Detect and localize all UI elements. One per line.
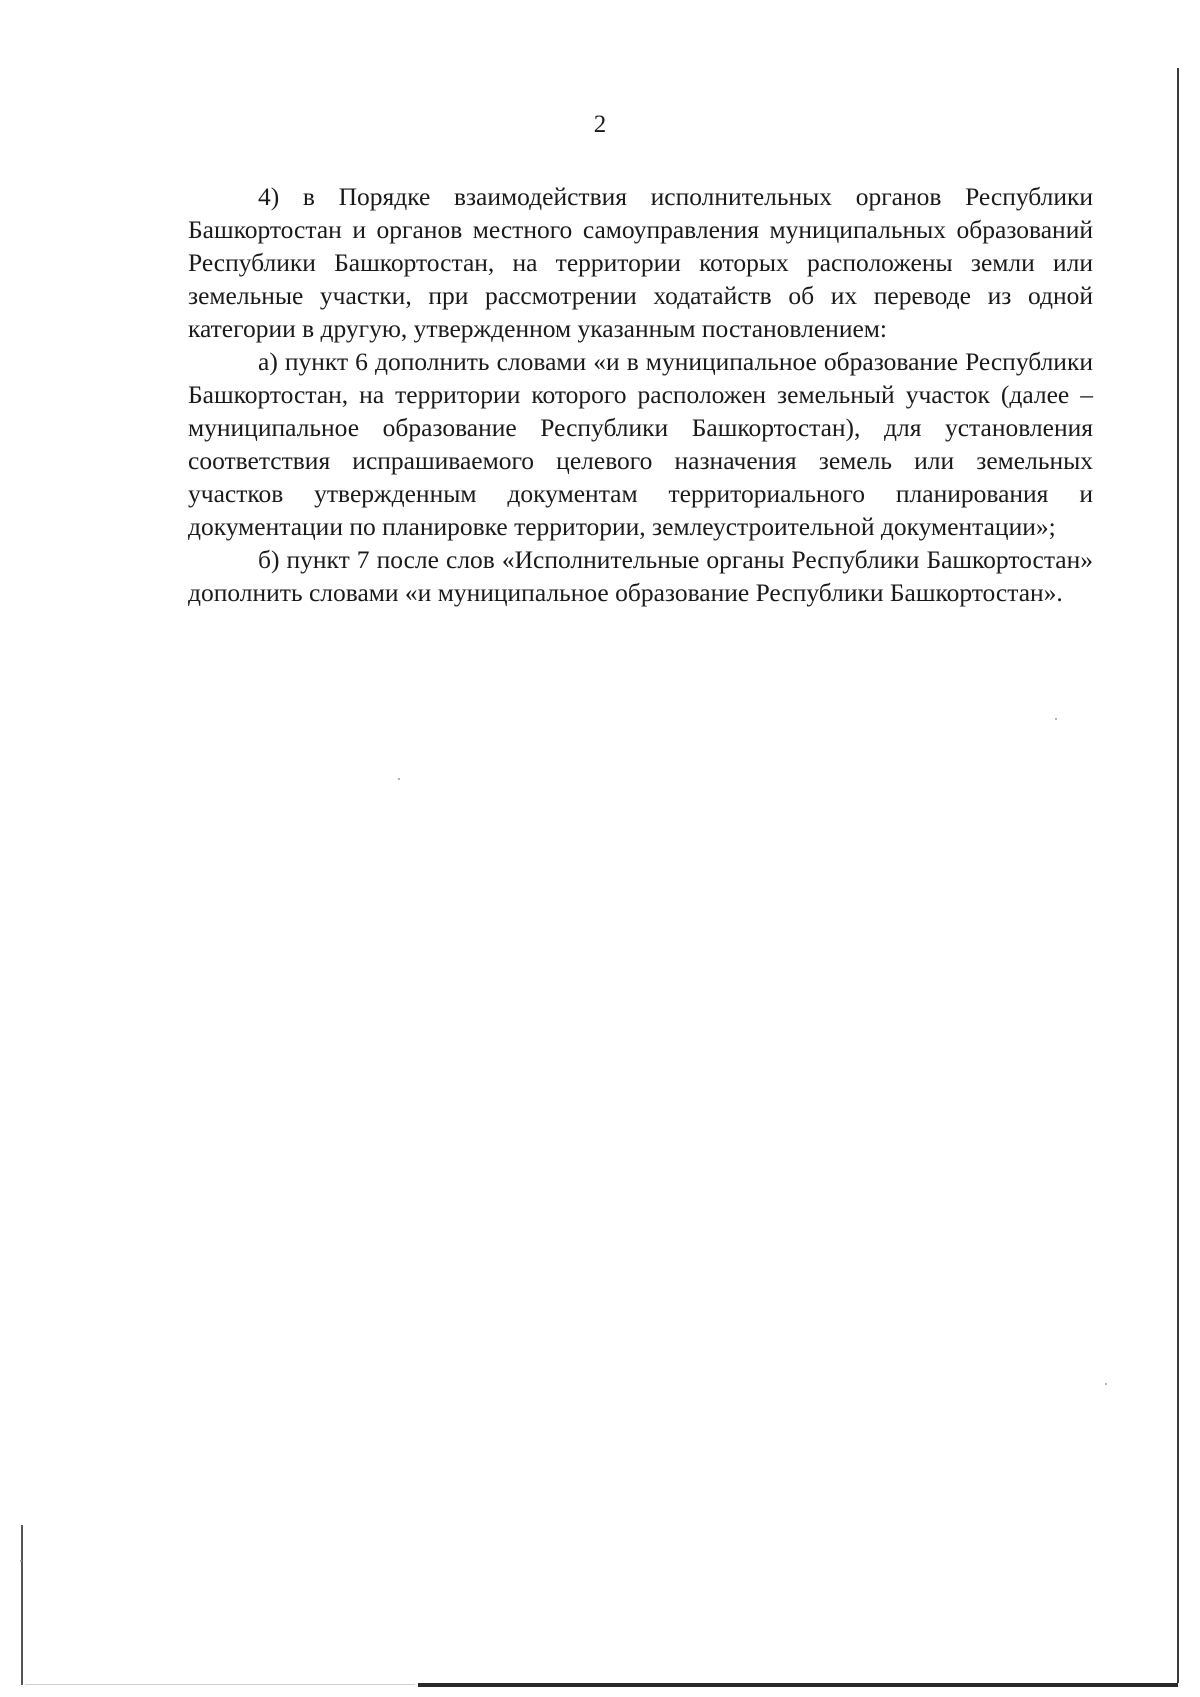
scan-speck (398, 778, 400, 780)
page-number: 2 (593, 111, 607, 138)
scan-border-bottom-faint (25, 1684, 415, 1685)
paragraph-item-4: 4) в Порядке взаимодействия исполнительных органов Республики Башкортостан и органов местного самоуправления муниципальных образований Республики Башкортостан, на территории которых расположены земли или земельные участки, при рассмотрении ходатайств об их переводе из одной категории в другую, утвержденном указанным постановлением: (188, 182, 1093, 343)
document-body (188, 180, 1093, 609)
scan-border-bottom (418, 1683, 1178, 1687)
scan-border-right (1177, 68, 1179, 1683)
scan-border-left (21, 1525, 23, 1685)
scan-speck (1105, 1383, 1107, 1385)
scan-speck (1055, 718, 1057, 720)
scan-speck (20, 1560, 22, 1562)
paragraph-subitem-b: б) пункт 7 после слов «Исполнительные органы Республики Башкортостан» дополнить словами «и муниципальное образование Республики Башкортостан». (188, 545, 1093, 607)
paragraph-subitem-a: а) пункт 6 дополнить словами «и в муниципальное образование Республики Башкортостан, на территории которого расположен земельный участок (далее – муниципальное образование Республики Башкортостан), для установления соответствия испрашиваемого целевого назначения земель или земельных участков утвержденным документам территориального планирования и документации по планировке территории, землеустроительной документации»; (188, 347, 1093, 541)
